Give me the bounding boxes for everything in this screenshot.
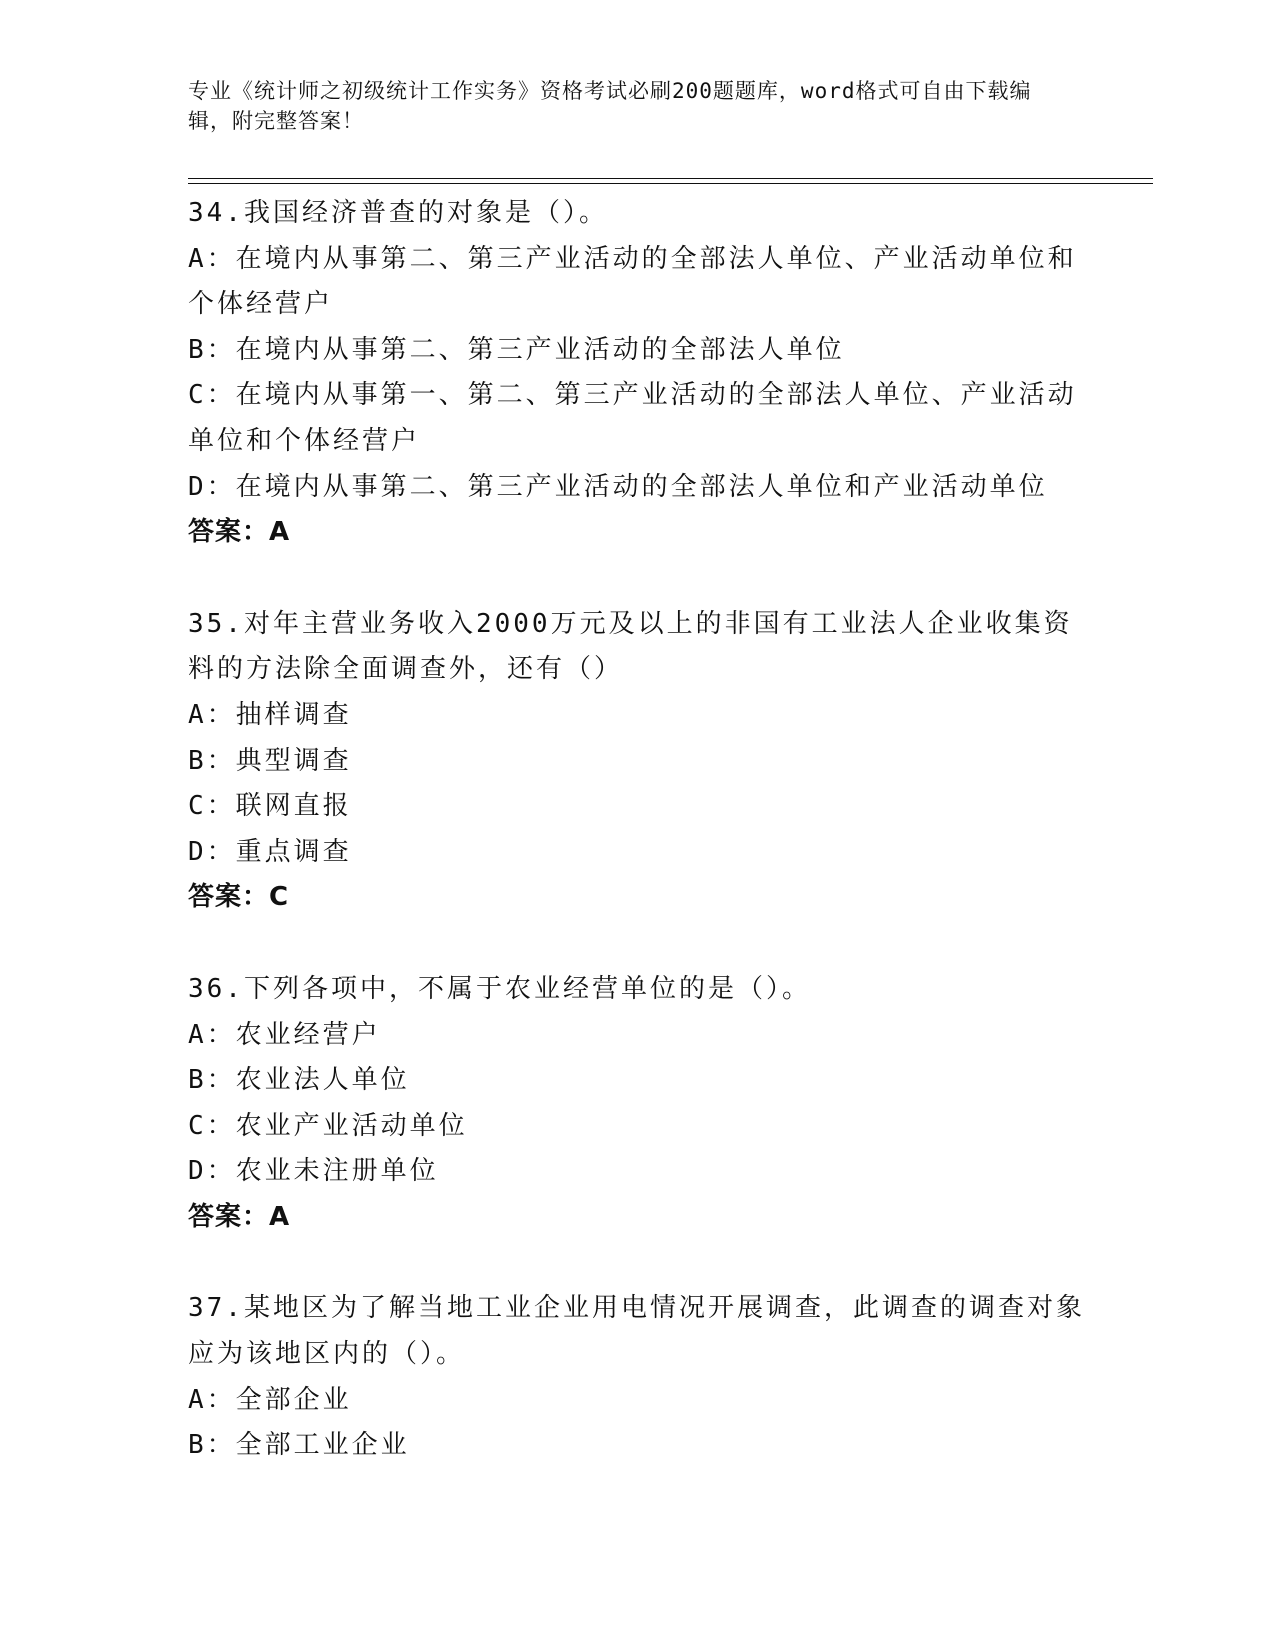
- question-stem: 36.下列各项中，不属于农业经营单位的是（）。: [188, 973, 811, 1004]
- question-36: [188, 967, 1088, 1241]
- option-b: B：全部工业企业: [188, 1430, 410, 1461]
- option-d: D：在境内从事第二、第三产业活动的全部法人单位和产业活动单位: [188, 471, 1048, 502]
- answer: 答案：C: [188, 882, 290, 913]
- question-stem: 34.我国经济普查的对象是（）。: [188, 198, 608, 228]
- option-d: D：农业未注册单位: [188, 1156, 439, 1187]
- answer: 答案：A: [188, 1201, 291, 1232]
- option-a: A：抽样调查: [188, 699, 352, 730]
- option-c: C：在境内从事第一、第二、第三产业活动的全部法人单位、产业活动单位和个体经营户: [188, 380, 1077, 456]
- option-c: C：农业产业活动单位: [188, 1110, 468, 1141]
- question-stem: 35.对年主营业务收入2000万元及以上的非国有工业法人企业收集资料的方法除全面调查外，还有（）: [188, 608, 1073, 685]
- header-note: 专业《统计师之初级统计工作实务》资格考试必刷200题题库，word格式可自由下载编辑，附完整答案！: [188, 79, 1032, 133]
- option-b: B：在境内从事第二、第三产业活动的全部法人单位: [188, 334, 845, 365]
- question-35: [188, 602, 1088, 921]
- option-c: C：联网直报: [188, 791, 352, 822]
- question-37: [188, 1286, 1088, 1468]
- header-rule-top: [188, 178, 1153, 179]
- question-stem: 37.某地区为了解当地工业企业用电情况开展调查，此调查的调查对象应为该地区内的（）。: [188, 1293, 1085, 1370]
- option-a: A：全部企业: [188, 1384, 352, 1415]
- option-a: A：在境内从事第二、第三产业活动的全部法人单位、产业活动单位和个体经营户: [188, 243, 1077, 320]
- option-a: A：农业经营户: [188, 1019, 381, 1050]
- header-rule-bottom: [188, 183, 1153, 184]
- option-b: B：典型调查: [188, 745, 352, 776]
- question-list: [188, 191, 1088, 1515]
- option-b: B：农业法人单位: [188, 1065, 410, 1096]
- answer: 答案：A: [188, 517, 291, 548]
- option-d: D：重点调查: [188, 836, 352, 867]
- question-34: [188, 191, 1088, 556]
